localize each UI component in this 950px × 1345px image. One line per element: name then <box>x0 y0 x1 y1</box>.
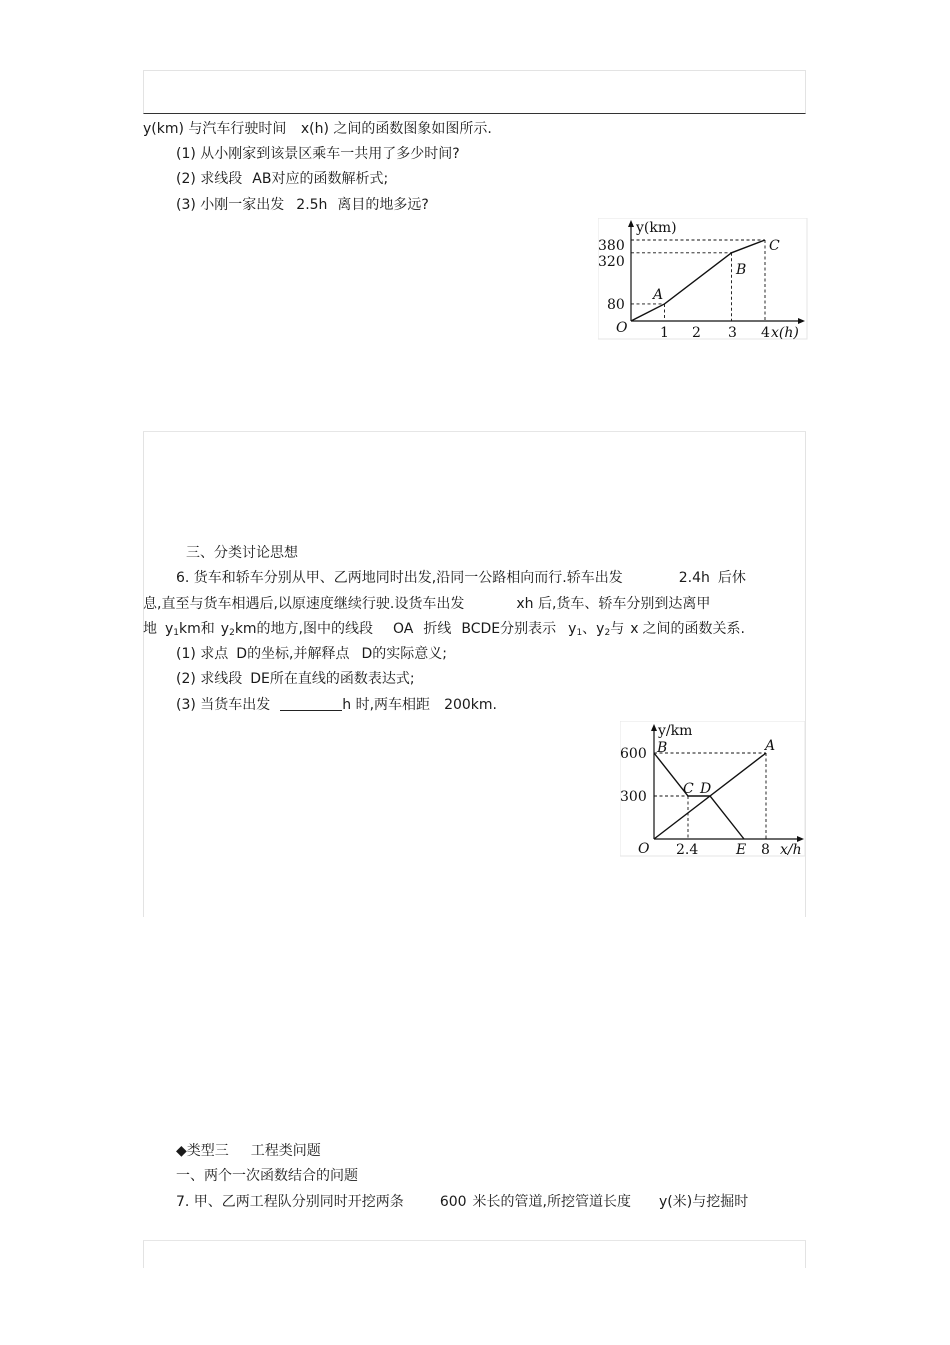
q3-label: (3) 小刚一家出发 <box>176 197 285 213</box>
p6-text2-end: h 后,货车、轿车分别到达离甲 <box>524 596 711 612</box>
y-tick-380: 380 <box>598 238 625 254</box>
problem6-line2 <box>143 595 710 613</box>
graph-vehicles <box>620 721 806 857</box>
p6-text3e: 折线 <box>423 621 452 637</box>
y-axis-arrow <box>651 724 657 731</box>
problem6-q1 <box>176 645 447 663</box>
y-tick-80: 80 <box>607 297 625 313</box>
time-value: 2.5h <box>296 197 328 213</box>
subscript-1: 1 <box>173 628 180 638</box>
q3-label: (3) 当货车出发 <box>176 697 271 713</box>
length-600: 600 <box>439 1194 467 1210</box>
unit-h: (h) <box>309 121 329 137</box>
p7-text3: (米)与挖掘时 <box>667 1194 749 1210</box>
type3-subheading: 一、两个一次函数结合的问题 <box>176 1168 358 1184</box>
point-b-label: B <box>657 740 668 756</box>
p6-with: 与 <box>610 621 625 637</box>
p6-text3g: 分别表示 <box>500 621 557 637</box>
p6-sep: 、 <box>582 621 597 637</box>
var-y: y <box>143 121 152 137</box>
point-d-label: D <box>700 781 712 797</box>
x-tick-1: 1 <box>660 325 669 340</box>
x-axis-arrow <box>798 318 805 324</box>
problem6-line1 <box>176 569 804 587</box>
problem6-q3 <box>176 696 497 714</box>
q3-text: h 时,两车相距 <box>342 697 431 713</box>
answer-blank[interactable] <box>280 697 342 711</box>
var-y2b: y <box>596 621 605 637</box>
q1-text-end: 的实际意义; <box>372 646 448 662</box>
section3-heading: 三、分类讨论思想 <box>186 545 298 561</box>
intro-text: 与汽车行驶时间 <box>188 121 287 137</box>
segment-oa: OA <box>393 621 414 637</box>
origin-label: O <box>638 841 650 857</box>
q2-text: 所在直线的函数表达式; <box>269 671 415 687</box>
q1-text: 的坐标,并解释点 <box>247 646 350 662</box>
var-x: x <box>516 596 525 612</box>
p7-text: 7. 甲、乙两工程队分别同时开挖两条 <box>176 1194 404 1210</box>
subscript-1b: 1 <box>576 628 583 638</box>
problem5-q2 <box>176 170 388 188</box>
p6-text2: 息,直至与货车相遇后,以原速度继续行驶.设货车出发 <box>143 596 465 612</box>
y-tick-320: 320 <box>598 254 625 270</box>
var-y1: y <box>165 621 174 637</box>
var-x: x <box>300 121 310 137</box>
subscript-2b: 2 <box>604 628 611 638</box>
q3-text: 离目的地多远? <box>337 197 429 213</box>
p6-text3-end: 之间的函数关系. <box>642 621 745 637</box>
point-c-label: C <box>769 238 780 254</box>
x-axis-label: x/h <box>780 842 802 857</box>
origin-label: O <box>616 320 628 336</box>
p7-text2: 米长的管道,所挖管道长度 <box>472 1194 631 1210</box>
y-tick-600: 600 <box>620 746 647 762</box>
distance-200: 200km. <box>444 697 497 713</box>
x-tick-2-4: 2.4 <box>676 842 699 857</box>
x-point-e: E <box>736 842 747 857</box>
p6-text3b: km和 <box>179 621 215 637</box>
problem7-line1 <box>176 1193 748 1211</box>
var-y2: y <box>220 621 230 637</box>
p6-text3a: 地 <box>143 621 157 637</box>
y-axis-arrow <box>628 220 634 227</box>
p6-text1-end: 后休 <box>717 570 746 586</box>
point-b-label: B <box>736 262 747 278</box>
time-2-4: 2.4h <box>678 570 710 586</box>
intro-text-end: 之间的函数图象如图所示. <box>333 121 492 137</box>
x-tick-4: 4 <box>761 325 770 340</box>
type3-label: 类型三 <box>186 1143 229 1159</box>
graph-distance-time <box>598 218 808 340</box>
y-tick-300: 300 <box>620 789 647 805</box>
x-tick-3: 3 <box>728 325 737 340</box>
q2-text: 对应的函数解析式; <box>271 171 389 187</box>
x-tick-2: 2 <box>692 325 701 340</box>
q2-label: (2) 求线段 <box>176 171 243 187</box>
diamond-icon: ◆ <box>176 1143 187 1159</box>
problem6-line3 <box>143 620 745 642</box>
unit-km: (km) <box>151 121 184 137</box>
segment-de: DE <box>250 671 270 687</box>
var-y: y <box>659 1194 668 1210</box>
x-tick-8: 8 <box>761 842 770 857</box>
type3-title <box>176 1142 321 1160</box>
problem5-q3 <box>176 196 429 214</box>
point-a-label: A <box>765 738 776 754</box>
q2-label: (2) 求线段 <box>176 671 243 687</box>
problem5-q1: (1) 从小刚家到该景区乘车一共用了多少时间? <box>176 146 460 162</box>
bottom-frame <box>143 1240 806 1268</box>
y-axis-label: y(km) <box>636 220 677 236</box>
top-frame <box>143 70 806 114</box>
problem6-q2 <box>176 670 415 688</box>
point-d: D <box>236 646 248 662</box>
var-y1b: y <box>568 621 577 637</box>
point-a-label: A <box>653 287 664 303</box>
subscript-2: 2 <box>229 628 235 638</box>
type3-name: 工程类问题 <box>250 1143 321 1159</box>
series-line <box>631 240 765 321</box>
polyline-bcde: BCDE <box>461 621 501 637</box>
point-d-2: D <box>361 646 373 662</box>
y-axis-label: y/km <box>658 723 693 739</box>
point-c-label: C <box>683 781 694 797</box>
segment-ab: AB <box>252 171 272 187</box>
problem5-intro <box>143 120 492 138</box>
p6-text3c: km的地方,图中的线段 <box>234 621 374 637</box>
var-x2: x <box>630 621 639 637</box>
x-axis-label: x(h) <box>771 325 799 340</box>
p6-text1: 6. 货车和轿车分别从甲、乙两地同时出发,沿同一公路相向而行.轿车出发 <box>176 570 623 586</box>
q1-label: (1) 求点 <box>176 646 229 662</box>
